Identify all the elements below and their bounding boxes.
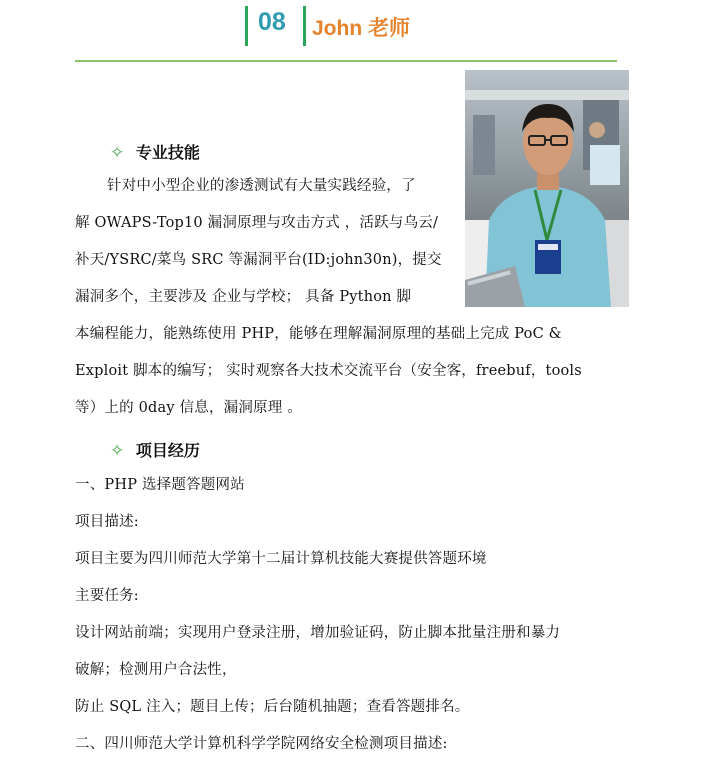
header-left-bar: [245, 6, 248, 46]
project-line: 防止 SQL 注入；题目上传；后台随机抽题；查看答题排名。: [75, 699, 470, 715]
section-number: 08: [258, 8, 286, 36]
project-line: 项目主要为四川师范大学第十二届计算机技能大赛提供答题环境: [75, 551, 487, 567]
projects-heading: [110, 438, 200, 461]
project-line: 破解；检测用户合法性，: [75, 662, 237, 678]
sparkle-icon: ✧: [110, 143, 125, 163]
projects-heading-text: 项目经历: [135, 441, 200, 460]
skills-line: 补天/YSRC/菜鸟 SRC 等漏洞平台(ID:john30n)，提交: [75, 252, 442, 268]
skills-line: Exploit 脚本的编写； 实时观察各大技术交流平台（安全客，freebuf，tools: [75, 363, 582, 379]
project-line: 一、PHP 选择题答题网站: [75, 477, 245, 493]
skills-line: 等）上的 0day 信息，漏洞原理 。: [75, 400, 302, 416]
skills-heading-text: 专业技能: [135, 143, 200, 162]
project-line: 主要任务:: [75, 588, 139, 604]
sparkle-icon: ✧: [110, 441, 125, 461]
skills-line: 解 OWAPS-Top10 漏洞原理与攻击方式 ，活跃与乌云/: [75, 215, 439, 231]
teacher-name: John 老师: [312, 17, 410, 40]
teacher-photo: [465, 70, 629, 307]
header-divider-bar: [303, 6, 306, 46]
skills-line: 本编程能力，能熟练使用 PHP，能够在理解漏洞原理的基础上完成 PoC &: [75, 326, 562, 342]
skills-line: 漏洞多个，主要涉及 企业与学校； 具备 Python 脚: [75, 289, 412, 305]
project-line: 设计网站前端；实现用户登录注册，增加验证码，防止脚本批量注册和暴力: [75, 625, 561, 641]
skills-heading: [110, 140, 200, 163]
project-line: 项目描述:: [75, 514, 139, 530]
header-rule: [75, 60, 617, 62]
skills-line: 针对中小型企业的渗透测试有大量实践经验，了: [107, 178, 416, 194]
project-line: 二、四川师范大学计算机科学学院网络安全检测项目描述:: [75, 736, 448, 752]
